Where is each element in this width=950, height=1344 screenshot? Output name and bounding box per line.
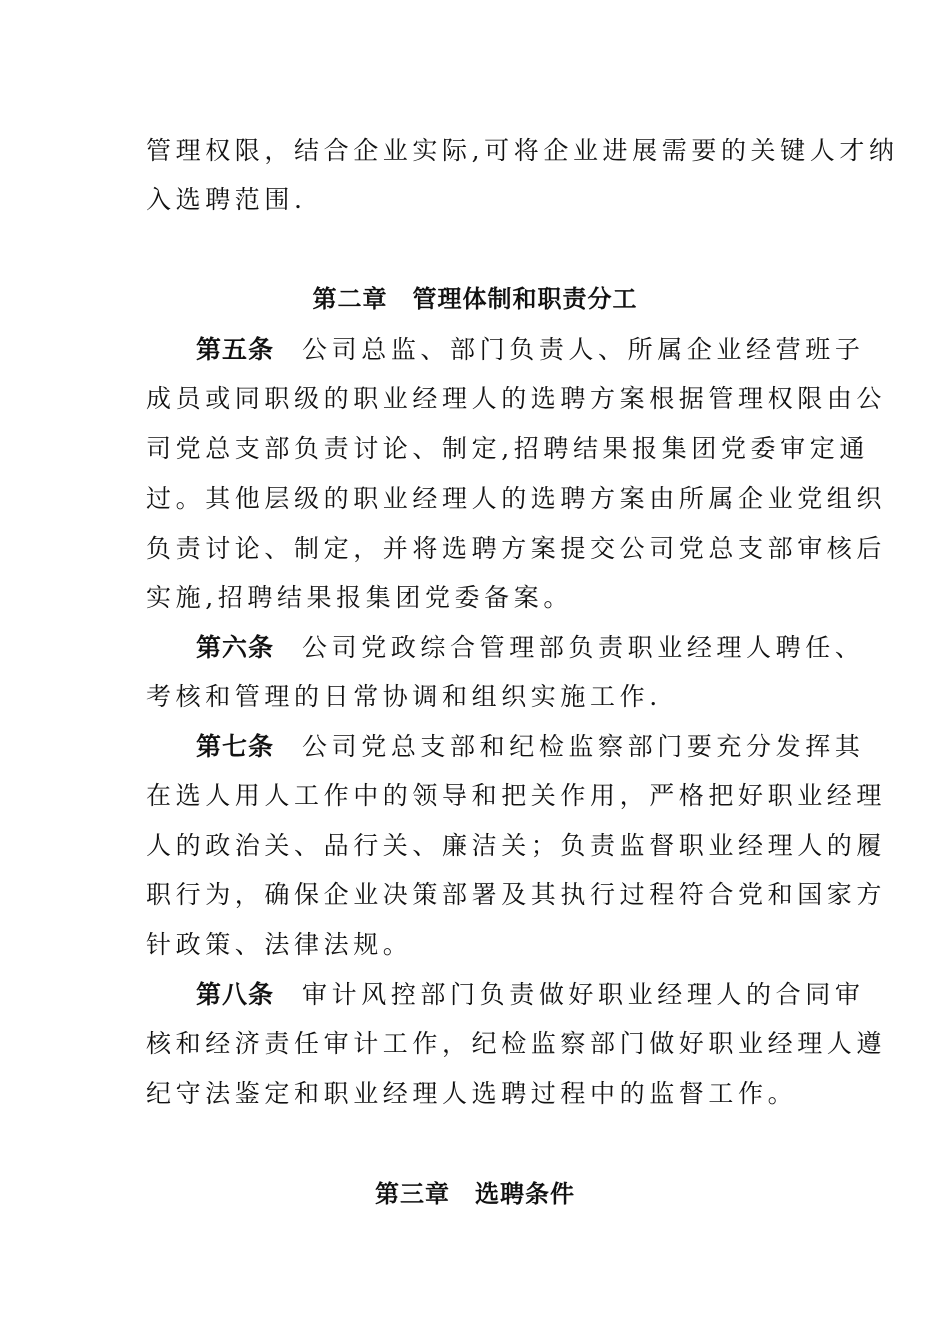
intro-line-1: 管理权限，结合企业实际,可将企业进展需要的关键人才纳 (146, 136, 899, 165)
article-8-label: 第八条 (196, 980, 275, 1009)
article-8-text-1: 审计风控部门负责做好职业经理人的合同审 (302, 980, 865, 1009)
article-5-line-1 (196, 335, 865, 365)
article-7-line-3: 人的政治关、品行关、廉洁关；负责监督职业经理人的履 (146, 831, 887, 860)
article-7-text-1: 公司党总支部和纪检监察部门要充分发挥其 (302, 732, 865, 761)
chapter-2-heading: 第二章 管理体制和职责分工 (312, 285, 638, 313)
article-5-line-6: 实施,招聘结果报集团党委备案。 (146, 583, 573, 612)
article-7-line-5: 针政策、法律法规。 (146, 930, 413, 959)
article-6-text-1: 公司党政综合管理部负责职业经理人聘任、 (302, 633, 865, 662)
article-5-line-3: 司党总支部负责讨论、制定,招聘结果报集团党委审定通 (146, 434, 869, 463)
article-6-label: 第六条 (196, 633, 275, 662)
article-7-label: 第七条 (196, 732, 275, 761)
article-7-line-1 (196, 732, 865, 762)
article-8-line-2: 核和经济责任审计工作，纪检监察部门做好职业经理人遵 (146, 1029, 887, 1058)
article-5-line-4: 过。其他层级的职业经理人的选聘方案由所属企业党组织 (146, 484, 887, 513)
article-5-line-5: 负责讨论、制定，并将选聘方案提交公司党总支部审核后 (146, 534, 887, 563)
chapter-3-heading: 第三章 选聘条件 (375, 1180, 575, 1208)
article-8-line-1 (196, 980, 865, 1010)
intro-line-2: 入选聘范围. (146, 185, 307, 214)
article-6-line-2: 考核和管理的日常协调和组织实施工作. (146, 682, 662, 711)
article-6-line-1 (196, 633, 865, 663)
article-5-line-2: 成员或同职级的职业经理人的选聘方案根据管理权限由公 (146, 384, 887, 413)
article-7-line-4: 职行为，确保企业决策部署及其执行过程符合党和国家方 (146, 880, 887, 909)
article-7-line-2: 在选人用人工作中的领导和把关作用，严格把好职业经理 (146, 781, 887, 810)
article-5-label: 第五条 (196, 335, 275, 364)
article-8-line-3: 纪守法鉴定和职业经理人选聘过程中的监督工作。 (146, 1079, 798, 1108)
article-5-text-1: 公司总监、部门负责人、所属企业经营班子 (302, 335, 865, 364)
